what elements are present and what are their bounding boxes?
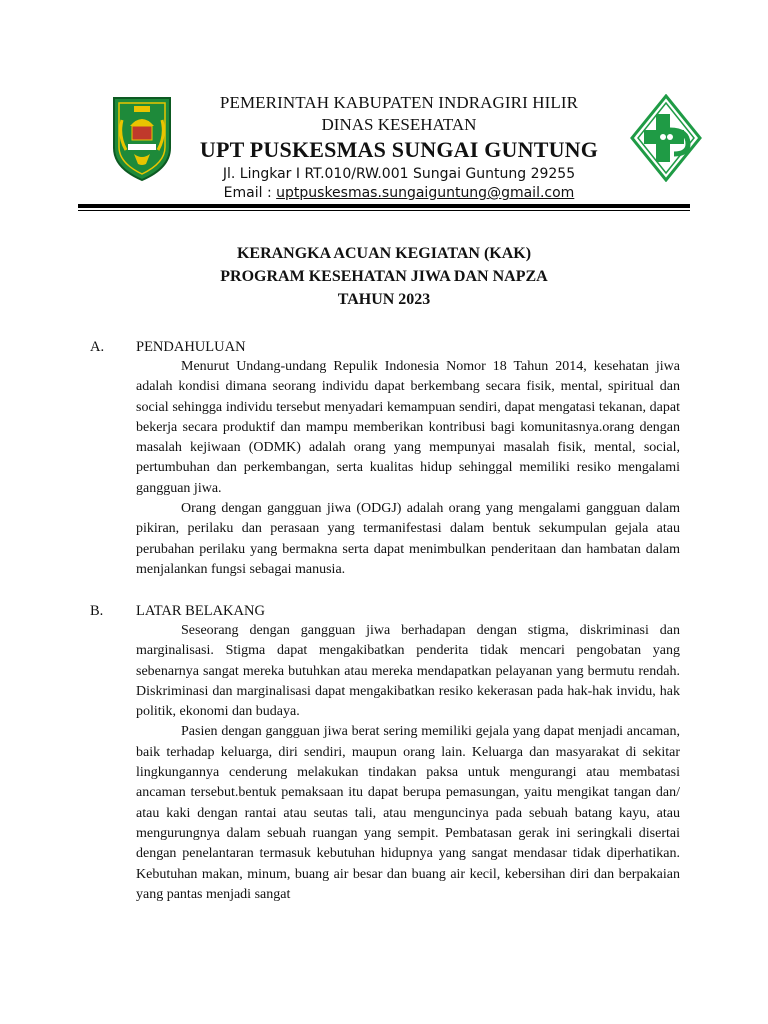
paragraph: Pasien dengan gangguan jiwa berat sering memiliki gejala yang dapat menjadi ancaman, baik terhadap keluarga, diri sendiri, maupun orang lain. Keluarga dan masyarakat di sekitar lingkungannya cenderung melakukan tindakan paksa untuk mengurangi atau membatasi ancaman tersebut.bentuk pemaksaan itu dapat berupa pemasungan, yaitu mengikat tangan dan/ atau kaki dengan rantai atau seutas tali, atau menguncinya pada sebuah batang kayu, atau mengurungnya dalam sebuah ruangan yang sempit. Pembatasan gerak ini seringkali disertai dengan penelantaran termasuk kebutuhan hidupnya yang sangat mendasar tidak diperhatikan. Kebutuhan makan, minum, buang air besar dan buang air kecil, kebersihan diri dan berpakaian yang pantas menjadi sangat xyxy=(136,724,680,902)
paragraph: Orang dengan gangguan jiwa (ODGJ) adalah orang yang mengalami gangguan dalam pikiran, perilaku dan perasaan yang termanifestasi dalam bentuk sekumpulan gejala atau perubahan perilaku yang bermakna serta dapat menimbulkan penderitaan dan hambatan dalam menjalankan fungsi sebagai manusia. xyxy=(136,501,680,577)
email-label: Email : xyxy=(223,185,277,201)
title-line-3: TAHUN 2023 xyxy=(337,291,431,308)
section-heading xyxy=(90,601,680,621)
email-line xyxy=(180,184,618,203)
paragraph: Seseorang dengan gangguan jiwa berhadapan dengan stigma, diskriminasi dan marginalisasi. Stigma dapat mengakibatkan penderita tidak mencari pengobatan yang sebenarnya sangat mereka butuhkan atau mereka mendapatkan pelayanan yang bermutu rendah. Diskriminasi dan marginalisasi dapat mengakibatkan resiko kekerasan pada hak-hak invidu, hak politik, ekonomi dan budaya. xyxy=(136,623,680,720)
title-line-2: PROGRAM KESEHATAN JIWA DAN NAPZA xyxy=(220,268,548,285)
section-body xyxy=(136,621,680,905)
regency-crest-icon xyxy=(110,96,174,182)
section-letter: B. xyxy=(90,603,104,619)
section-latar-belakang xyxy=(90,601,680,905)
section-title: PENDAHULUAN xyxy=(136,339,246,355)
email-link[interactable]: uptpuskesmas.sungaiguntung@gmail.com xyxy=(276,185,575,201)
section-heading xyxy=(90,337,680,357)
letterhead-divider-thin xyxy=(78,210,690,211)
department-name: DINAS KESEHATAN xyxy=(321,115,477,134)
address: Jl. Lingkar I RT.010/RW.001 Sungai Guntung 29255 xyxy=(222,166,576,182)
government-name: PEMERINTAH KABUPATEN INDRAGIRI HILIR xyxy=(219,93,579,112)
puskesmas-cross-icon xyxy=(630,94,702,182)
letterhead-divider xyxy=(78,204,690,208)
section-letter: A. xyxy=(90,339,105,355)
organization-name: UPT PUSKESMAS SUNGAI GUNTUNG xyxy=(199,137,599,162)
letterhead xyxy=(180,92,618,203)
section-pendahuluan xyxy=(90,337,680,580)
title-line-1: KERANGKA ACUAN KEGIATAN (KAK) xyxy=(236,245,532,262)
section-body xyxy=(136,357,680,580)
document-title xyxy=(78,242,690,311)
paragraph: Menurut Undang-undang Repulik Indonesia Nomor 18 Tahun 2014, kesehatan jiwa adalah kondisi dimana seorang individu dapat berkembang secara fisik, mental, spiritual dan social sehingga individu tersebut menyadari kemampuan sendiri, dapat mengatasi tekanan, dapat bekerja secara produktif dan mampu memberikan kontribusi bagi komunitasnya.orang dengan masalah kejiwaan (ODMK) adalah orang yang mempunyai masalah fisik, mental, social, pertumbuhan dan perkembangan, serta kualitas hidup sehinggal memiliki resiko mengalami gangguan jiwa. xyxy=(136,359,680,496)
section-title: LATAR BELAKANG xyxy=(136,603,265,619)
